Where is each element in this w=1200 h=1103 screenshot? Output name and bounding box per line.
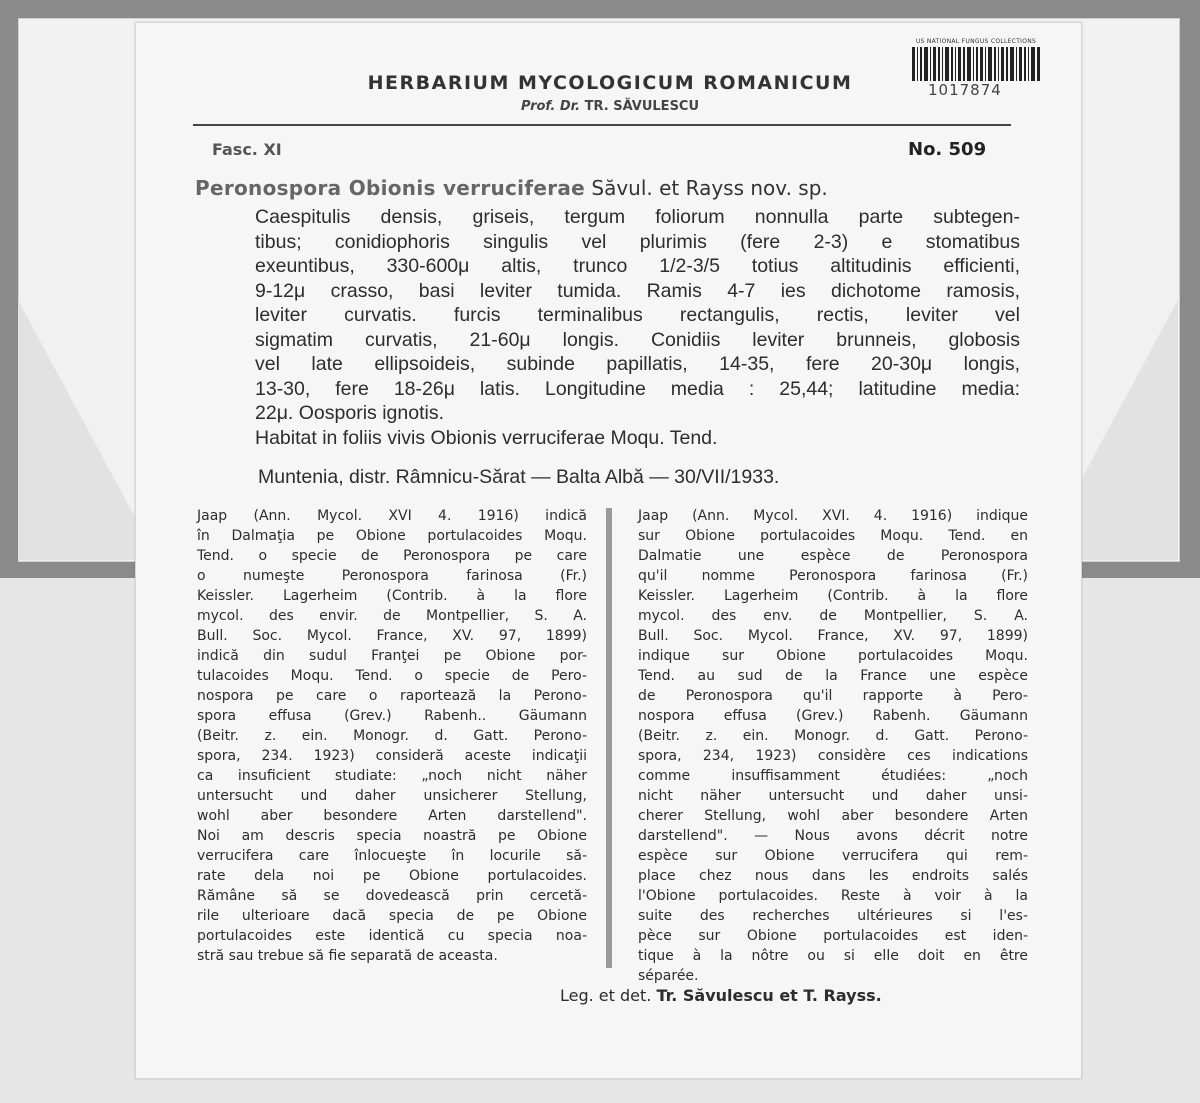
note-line: portulacoides este identică cu specia noa- (197, 928, 587, 944)
note-line: (Beitr. z. ein. Monogr. d. Gatt. Perono- (638, 728, 1028, 744)
note-line: Bull. Soc. Mycol. France, XV. 97, 1899) (197, 628, 587, 644)
note-line: spora, 234, 1923) considère ces indications (638, 748, 1028, 764)
note-line: în Dalmaţia pe Obione portulacoides Moqu. (197, 528, 587, 544)
note-line: séparée. (638, 968, 699, 984)
note-line: tulacoides Moqu. Tend. o specie de Pero- (197, 668, 587, 684)
note-line: comme insuffisamment étudiées: „noch (638, 768, 1028, 784)
species-authority: Săvul. et Rayss nov. sp. (591, 176, 828, 200)
barcode-caption: US NATIONAL FUNGUS COLLECTIONS (915, 38, 1037, 45)
header-rule (193, 124, 1011, 126)
note-line: Jaap (Ann. Mycol. XVI. 4. 1916) indique (638, 508, 1028, 524)
note-line: ca insuficient studiate: „noch nicht näher (197, 768, 587, 784)
fascicle-label: Fasc. XI (212, 140, 282, 159)
collector-names: Tr. Săvulescu et T. Rayss. (656, 986, 882, 1005)
diagnosis-line: vel late ellipsoideis, subinde papillatis, 14-35, fere 20-30μ longis, (255, 353, 1020, 375)
note-line: untersucht und daher unsicherer Stellung, (197, 788, 587, 804)
note-line: o numeşte Peronospora farinosa (Fr.) (197, 568, 587, 584)
species-heading (195, 176, 1025, 200)
note-line: Tend. au sud de la France une espèce (638, 668, 1028, 684)
latin-diagnosis (255, 205, 1020, 426)
subtitle-name: TR. SĂVULESCU (584, 99, 700, 114)
note-line: verrucifera care înlocueşte în locurile să- (197, 848, 587, 864)
note-line: indică din sudul Franţei pe Obione por- (197, 648, 587, 664)
note-line: Jaap (Ann. Mycol. XVI 4. 1916) indică (197, 508, 587, 524)
note-line: cherer Stellung, wohl aber besondere Arten (638, 808, 1028, 824)
habitat-line: Habitat in foliis vivis Obionis verruciferae Moqu. Tend. (255, 427, 718, 449)
note-line: Keissler. Lagerheim (Contrib. à la flore (638, 588, 1028, 604)
notes-romanian (197, 506, 587, 966)
note-line: rate dela noi pe Obione portulacoides. (197, 868, 587, 884)
diagnosis-line: Caespitulis densis, griseis, tergum foliorum nonnulla parte subtegen- (255, 206, 1020, 228)
note-line: tique à la nôtre ou si elle doit en être (638, 948, 1028, 964)
note-line: nospora pe care o raportează la Perono- (197, 688, 587, 704)
note-line: espèce sur Obione verrucifera qui rem- (638, 848, 1028, 864)
note-line: Bull. Soc. Mycol. France, XV. 97, 1899) (638, 628, 1028, 644)
diagnosis-line: 9-12μ crasso, basi leviter tumida. Ramis 4-7 ies dichotome ramosis, (255, 279, 1020, 302)
notes-french (638, 506, 1028, 986)
diagnosis-line: 22μ. Oosporis ignotis. (255, 402, 444, 424)
diagnosis-line: tibus; conidiophoris singulis vel plurimis (fere 2-3) e stomatibus (255, 230, 1020, 253)
exsiccata-number: No. 509 (908, 139, 987, 160)
note-line: sur Obione portulacoides Moqu. Tend. en (638, 528, 1028, 544)
note-line: (Beitr. z. ein. Monogr. d. Gatt. Perono- (197, 728, 587, 744)
diagnosis-line: 13-30, fere 18-26μ latis. Longitudine media : 25,44; latitudine media: (255, 377, 1020, 400)
herbarium-subtitle (190, 99, 1030, 114)
note-line: spora, 234. 1923) consideră aceste indicaţii (197, 748, 587, 764)
barcode-icon (910, 47, 1042, 81)
species-name: Peronospora Obionis verruciferae (195, 176, 586, 200)
note-line: pèce sur Obione portulacoides est iden- (638, 928, 1028, 944)
barcode-label (906, 38, 1046, 108)
note-line: Tend. o specie de Peronospora pe care (197, 548, 587, 564)
herbarium-title: HERBARIUM MYCOLOGICUM ROMANICUM (367, 72, 853, 94)
note-line: indique sur Obione portulacoides Moqu. (638, 648, 1028, 664)
note-line: stră sau trebue să fie separată de aceasta. (197, 948, 498, 964)
note-line: Keissler. Lagerheim (Contrib. à la flore (197, 588, 587, 604)
note-line: Dalmatie une espèce de Peronospora (638, 548, 1028, 564)
note-line: suite des recherches ultérieures si l'es- (638, 908, 1028, 924)
note-line: spora effusa (Grev.) Rabenh.. Gäumann (197, 708, 587, 724)
subtitle-prefix: Prof. Dr. (520, 99, 581, 114)
collector-prefix: Leg. et det. (560, 986, 652, 1005)
diagnosis-line: leviter curvatis. furcis terminalibus rectangulis, rectis, leviter vel (255, 304, 1020, 326)
note-line: wohl aber besondere Arten darstellend". (197, 808, 587, 824)
column-divider (606, 508, 612, 968)
collector-line (560, 986, 882, 1005)
note-line: mycol. des env. de Montpellier, S. A. (638, 608, 1028, 624)
note-line: Rămâne să se dovedească prin cercetă- (197, 888, 587, 904)
diagnosis-line: sigmatim curvatis, 21-60μ longis. Conidiis leviter brunneis, globosis (255, 328, 1020, 351)
note-line: nicht näher untersucht und daher unsi- (638, 788, 1028, 804)
note-line: l'Obione portulacoides. Reste à voir à la (638, 888, 1028, 904)
locality-line: Muntenia, distr. Râmnicu-Sărat — Balta Albă — 30/VII/1933. (258, 466, 780, 488)
note-line: qu'il nomme Peronospora farinosa (Fr.) (638, 568, 1028, 584)
note-line: darstellend". — Nous avons décrit notre (638, 828, 1028, 844)
barcode-number: 1017874 (928, 81, 1002, 99)
note-line: mycol. des envir. de Montpellier, S. A. (197, 608, 587, 624)
diagnosis-line: exeuntibus, 330-600μ altis, trunco 1/2-3/5 totius altitudinis efficienti, (255, 255, 1020, 277)
note-line: place chez nous dans les endroits salés (638, 868, 1028, 884)
note-line: Noi am descris specia noastră pe Obione (197, 828, 587, 844)
note-line: rile ulterioare dacă specia de pe Obione (197, 908, 587, 924)
note-line: nospora effusa (Grev.) Rabenh. Gäumann (638, 708, 1028, 724)
note-line: de Peronospora qu'il rapporte à Pero- (638, 688, 1028, 704)
